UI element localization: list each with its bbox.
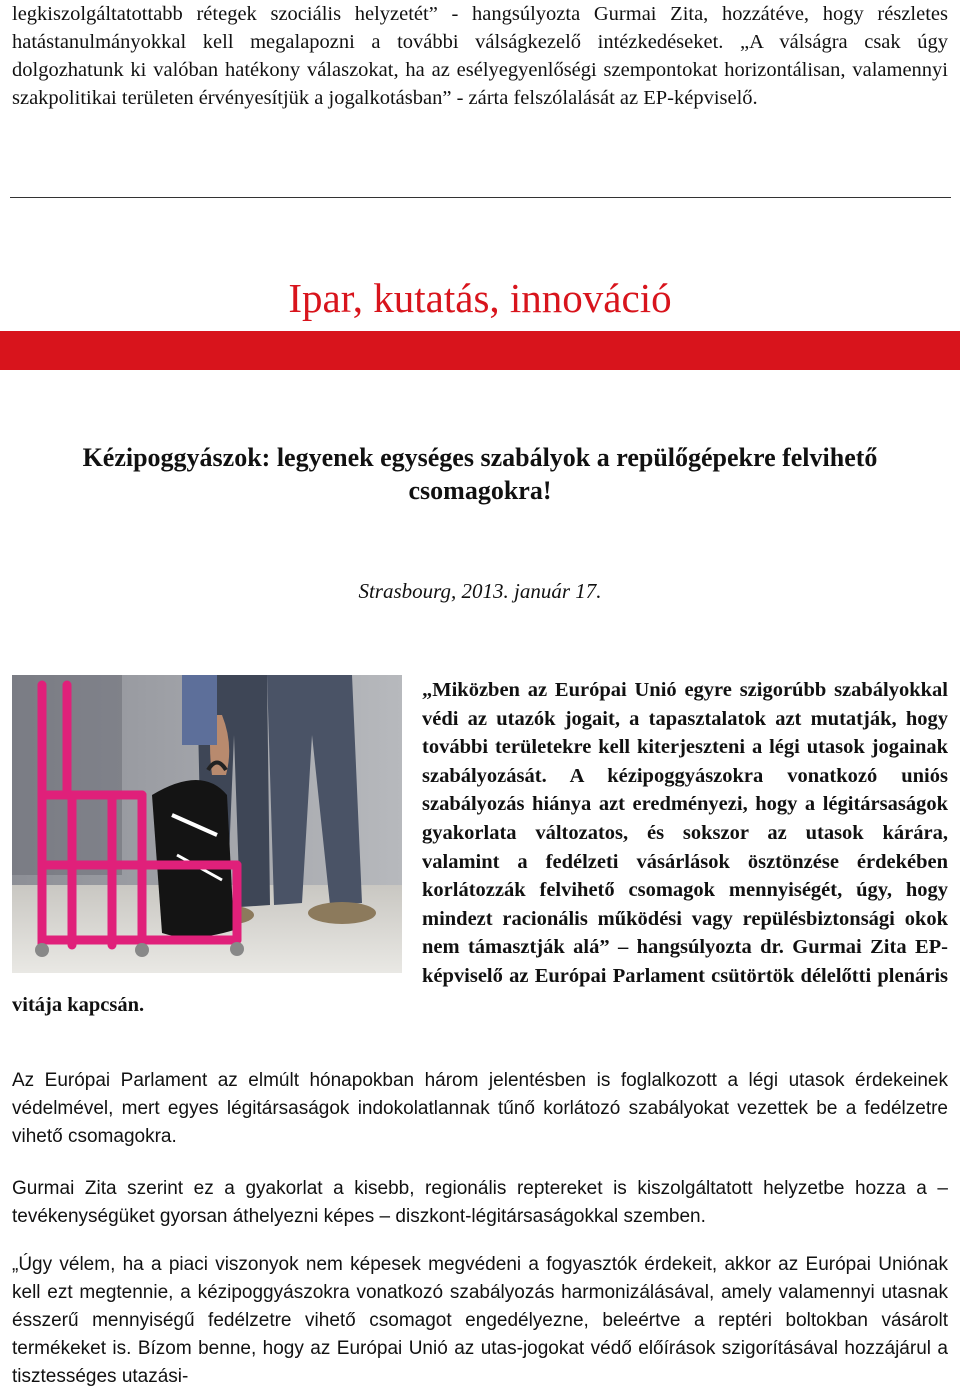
intro-paragraph: legkiszolgáltatottabb rétegek szociális helyzetét” - hangsúlyozta Gurmai Zita, hozzátéve, hogy részletes hatástanulmányokkal kell megalapozni a további válságkezelő intézkedéseket. „A válságra csak úgy dolgozhatunk ki valóban hatékony válaszokat, ha az esélyegyenlőségi szempontokat horizontálisan, valamennyi szakpolitikai területen érvényesítjük a jogalkotásban” - zárta felszólalását az EP-képviselő. [12,3,948,109]
article-title: Kézipoggyászok: legyenek egységes szabályok a repülőgépekre felvihető csomagokra! [82,443,878,505]
article-lead [12,676,948,1019]
article-dateline: Strasbourg, 2013. január 17. [358,579,602,603]
section-title: Ipar, kutatás, innováció [288,275,672,321]
section-red-band [0,331,960,370]
article-paragraph-1: Az Európai Parlament az elmúlt hónapokban három jelentésben is foglalkozott a légi utasok érdekeinek védelmével, mert egyes légitársaságok indokolatlannak tűnő korlátozó szabályokat vezettek be a fedélzetre vihető csomagokra. [12,1070,948,1147]
article-paragraph-3: „Úgy vélem, ha a piaci viszonyok nem képesek megvédeni a fogyasztók érdekeit, akkor az Európai Uniónak kell ezt megtennie, a kézipoggyászokra vonatkozó szabályozás harmonizálásával, amely valamennyi utasnak ésszerű mennyiségű fedélzetre vihető csomagot engedélyezne, beleértve a reptéri boltokban vásárolt termékeket is. Bízom benne, hogy az Európai Unió az utas-jogokat védő előírások szigorításával hozzájárul a tisztességes utazási- [12,1254,948,1387]
article-paragraph-2: Gurmai Zita szerint ez a gyakorlat a kisebb, regionális reptereket is kiszolgáltatott helyzetbe hozza a – tevékenységüket gyorsan áthelyezni képes – diszkont-légitársaságokkal szemben. [12,1178,948,1227]
section-divider [10,197,951,198]
article-lead-text: „Miközben az Európai Unió egyre szigorúbb szabályokkal védi az utazók jogait, a tapasztalatok azt mutatják, hogy további területekre kell kiterjeszteni a légi utasok jogainak szabályozását. A kézipoggyászokra vonatkozó uniós szabályozás hiánya azt eredményezi, hogy a légitársaságok gyakorlata változatos, és sokszor az utasok kárára, valamint a fedélzeti vásárlások ösztönzése érdekében korlátozzák felvihető csomagok mennyiségét, úgy, hogy mindezt racionális működési vagy repülésbiztonsági okok nem támasztják alá” – hangsúlyozta dr. Gurmai Zita EP-képviselő az Európai Parlament csütörtök délelőtti plenáris vitája kapcsán. [12,679,948,1016]
